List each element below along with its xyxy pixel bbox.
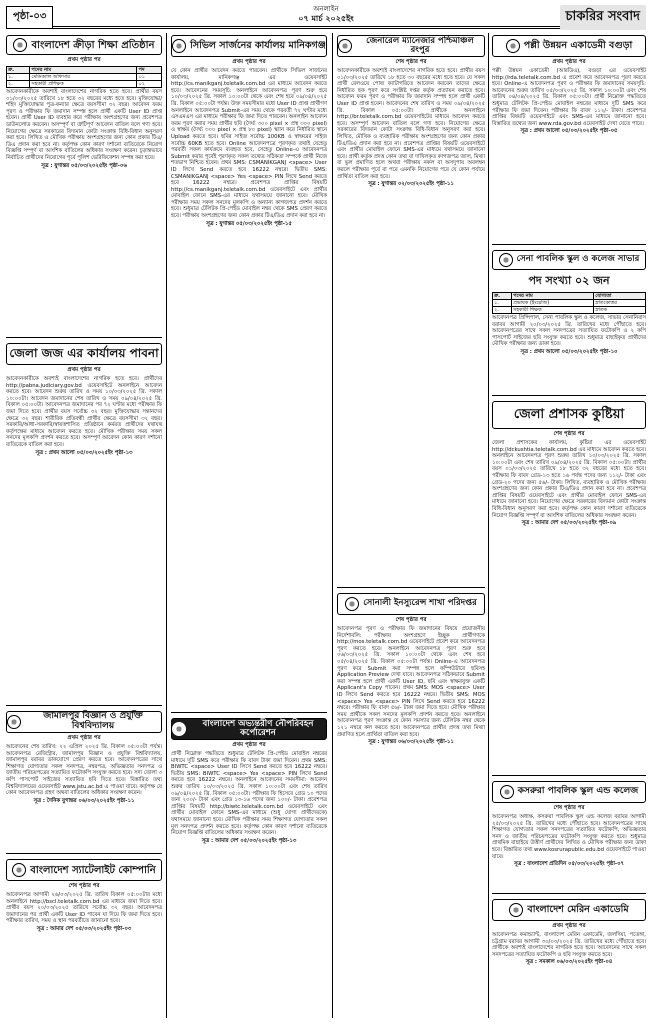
page-number: পৃষ্ঠা-০৩ xyxy=(6,6,53,29)
headline: সোনালী ইনস্যুরেন্স শাখা পরিদপ্তর xyxy=(337,593,485,615)
headline: জেনারেল ম্যানেজার পশ্চিমাঞ্চল রংপুর xyxy=(337,35,485,57)
table-header: যোগ্যতা xyxy=(594,293,646,300)
article-body: আবেদনকারীকে অবশ্যই বাংলাদেশের নাগরিক হতে হবে। প্রার্থীদের http://pabna.judiciary.gov.bd ওয়েবসাইটে অনলাইনে আবেদন করতে হবে। আবেদন শুরুর তারিখ ও সময় ১০/০৩/২০২৫ খ্রি. সকাল ১০:০০টা। আবেদন জমাদানের শেষ তারিখ ও সময় ০৯/০৪/২০২৫ খ্রি. বিকাল ০৫:০০টা। আবেদনপত্র জমাদানের পর ৭২ ঘণ্টার মধ্যে পরীক্ষার ফি জমা দিতে হবে। প্রার্থীর বয়স সর্বোচ্চ ৩২ বছর। মুক্তিযোদ্ধার সন্তানদের ক্ষেত্রে ৩২ বছর। শারীরিক প্রতিবন্ধী প্রার্থীর ক্ষেত্রে বয়সসীমা ৩২ বছর। সরকারি/আধা-সরকারি/স্বায়ত্তশাসিত প্রতিষ্ঠানে কর্মরত প্রার্থীদের যথাযথ কর্তৃপক্ষের মাধ্যমে আবেদন করতে হবে। মৌখিক পরীক্ষার সময় সকল সনদের মূলকপি প্রদর্শন করতে হবে। অসম্পূর্ণ আবেদন কোন কারণ দর্শানো ব্যতিরেকে বাতিল করা হবে। xyxy=(6,376,162,448)
article-body: যে কোন প্রার্থীর আবেদন করতে পারবেন। প্রার্থীকে সিভিল সার্জনের কার্যালয়, মানিকগঞ্জ এর ওয়েবসাইট http://cs.manikganj.teletalk.com.bd এর মাধ্যমে আবেদন করতে হবে। আবেদনের সময়সূচি: অনলাইনে আবেদনপত্র পূরণ শুরু হবে ১০/০৩/২০২৫ খ্রি. সকাল ১০:০০টা থেকে এবং শেষ হবে ০৯/০৪/২০২৫ খ্রি. বিকাল ০৫:০০টা পর্যন্ত। উক্ত সময়সীমার মধ্যে User ID প্রাপ্ত প্রার্থীগণ অনলাইনে আবেদনপত্র Submit-এর সময় থেকে পরবর্তী ৭২ ঘণ্টার মধ্যে এসএমএস এর মাধ্যমে পরীক্ষার ফি জমা দিতে পারবেন। অনলাইন আবেদন ফরম পূরণ করার সময় প্রার্থীর ছবি (দৈর্ঘ্য ৩০০ pixel × প্রস্থ ৩০০ pixel) ও স্বাক্ষর (দৈর্ঘ্য ৩০০ pixel × প্রস্থ ৮০ pixel) স্ক্যান করে নির্ধারিত স্থানে Upload করতে হবে। ছবির সাইজ সর্বোচ্চ 100KB ও স্বাক্ষরের সাইজ সর্বোচ্চ 60KB হতে হবে। Online আবেদনপত্রে পূরণকৃত তথ্যই যেহেতু পরবর্তী সকল কার্যক্রমে ব্যবহৃত হবে, সেহেতু Online-এ আবেদনপত্র Submit করার পূর্বেই পূরণকৃত সকল তথ্যের সঠিকতা সম্পর্কে প্রার্থী নিজে শতভাগ নিশ্চিত হবেন। প্রথম SMS: CSMANIKGANJ <space> User ID লিখে Send করতে হবে 16222 নম্বরে। দ্বিতীয় SMS: CSMANIKGANJ <space> Yes <space> PIN লিখে Send করতে হবে 16222 নম্বরে। প্রবেশপত্র প্রাপ্তির বিষয়টি http://cs.manikganj.teletalk.com.bd ওয়েবসাইটে এবং প্রার্থীর মোবাইল ফোনে SMS-এর মাধ্যমে যথাসময়ে জানানো হবে। মৌখিক পরীক্ষার সময় সকল সনদের মূলকপি ও অন্যান্য কাগজপত্র প্রদর্শন করতে হবে। শুধুমাত্র টেলিটক প্রি-পেইড মোবাইল নম্বর থেকে SMS প্রেরণ করতে হবে। পরীক্ষায় অংশগ্রহণের জন্য কোন প্রকার টিএ/ডিএ প্রদান করা হবে না। xyxy=(171,68,327,220)
institution-logo-icon xyxy=(13,38,27,52)
school-logo-icon xyxy=(500,785,514,799)
article-railway-rangpur xyxy=(337,33,485,588)
column-3 xyxy=(337,33,485,1018)
kicker: শেষ পৃষ্ঠার পর xyxy=(553,431,585,437)
article-body: আবেদনকারীকে অবশ্যই বাংলাদেশের নাগরিক হতে হবে। প্রার্থীর বয়স ০১/০৩/২০২৫ তারিখে ১৮ হতে ৩০ বছরের মধ্যে হতে হবে। যে সকল প্রার্থী রেলওয়ে পোষ্য ক্যাটাগরিতে আবেদন করবেন তাদের ক্ষেত্রে নির্ধারিত ছক পূরণ করে সংশ্লিষ্ট দপ্তর কর্তৃক প্রত্যায়ন করাতে হবে। আবেদন ফরম পূরণ ও পরীক্ষার ফি জমাদান সম্পন্ন হলে প্রার্থী একটি User ID প্রাপ্ত হবেন। আবেদনের শেষ তারিখ ও সময় ০৯/০৪/২০২৫ খ্রি. বিকাল ০৫:০০টা। প্রার্থীকে অনলাইনে http://br.teletalk.com.bd ওয়েবসাইটের মাধ্যমে আবেদন করতে হবে। অসম্পূর্ণ আবেদন বাতিল বলে গণ্য হবে। নিয়োগের ক্ষেত্রে সরকারের বিদ্যমান কোটা সংক্রান্ত বিধি-বিধান অনুসরণ করা হবে। লিখিত, মৌখিক ও ব্যবহারিক পরীক্ষায় অংশগ্রহণের জন্য কোন প্রকার টিএ/ডিএ প্রদান করা হবে না। প্রবেশপত্র প্রাপ্তির বিষয়টি ওয়েবসাইটে এবং প্রার্থীর মোবাইল ফোনে SMS-এর মাধ্যমে যথাসময়ে জানানো হবে। প্রার্থী কর্তৃক প্রদত্ত কোন তথ্য বা দাখিলকৃত কাগজপত্র জাল, মিথ্যা বা ভুল প্রমাণিত হলে অথবা পরীক্ষায় নকল বা অসদুপায় অবলম্বন করলে পরীক্ষার পূর্বে বা পরে এমনকি নিয়োগের পরে যে কোন পর্যায়ে প্রার্থিতা বাতিল করা হবে। xyxy=(337,68,485,180)
headline: বাংলাদেশ ক্রীড়া শিক্ষা প্রতিষ্ঠান xyxy=(6,35,162,55)
source-line: সূত্র : যুগান্তর ০৬/০৩/২০২৫ইং পৃষ্ঠা-১১ xyxy=(368,739,454,746)
article-jela-jaj-pabna xyxy=(6,341,162,706)
article-dc-kushtia xyxy=(492,399,646,776)
column-4 xyxy=(492,33,646,1018)
article-kosrura-school xyxy=(492,779,646,894)
source-line: সূত্র : বাংলাদেশ প্রতিদিন ০৫/০৩/২০২৫ইং পৃষ্ঠা-০৭ xyxy=(513,861,625,868)
column-divider xyxy=(488,33,489,1018)
article-biwtc xyxy=(171,716,327,1018)
ship-logo-icon xyxy=(172,722,186,736)
article-satellite-company xyxy=(6,857,162,1018)
headline: জেলা প্রশাসক কুষ্টিয়া xyxy=(492,401,646,429)
headline: বাংলাদেশ অভ্যন্তরীণ নৌপরিবহন কর্পোরেশন xyxy=(171,718,327,740)
article-rda-bogura xyxy=(492,33,646,245)
kicker: শেষ পৃষ্ঠার পর xyxy=(395,617,427,623)
source-line: সূত্র : সমকাল ০৬/০৩/২০২৫ইং পৃষ্ঠা-০৪ xyxy=(525,959,613,966)
source-line: সূত্র : আমার দেশ ০৫/০৩/২০২৫ইং পৃষ্ঠা-০৯ xyxy=(521,520,617,527)
headline: সিভিল সার্জনের কার্যালয় মানিকগঞ্জ xyxy=(171,35,327,57)
anchor-logo-icon xyxy=(509,903,523,917)
headline: বাংলাদেশ মেরিন একাডেমি xyxy=(492,899,646,921)
source-line: সূত্র : প্রথম আলো ০৫/০৩/২০২৫ইং পৃষ্ঠা-০৫ xyxy=(520,128,618,135)
kicker: প্রথম পৃষ্ঠার পর xyxy=(67,735,101,741)
kicker: শেষ পৃষ্ঠার পর xyxy=(68,883,100,889)
kicker: শেষ পৃষ্ঠার পর xyxy=(553,805,585,811)
source-line: সূত্র : যুগান্তর ০২/০৩/২০২৫ইং পৃষ্ঠা-১১ xyxy=(368,181,454,188)
table-row: ১. মেডিক্যাল অফিসার ০১ xyxy=(7,74,162,81)
article-body: প্রার্থী নিম্নোক্ত পদ্ধতিতে শুধুমাত্র টেলিটক প্রি-পেইড মোবাইল নম্বরের মাধ্যমে দুটি SMS করে পরীক্ষার ফি বাবদ টাকা জমা দিবেন। প্রথম SMS: BIWTC <space> User ID লিখে Send করতে হবে 16222 নম্বরে। দ্বিতীয় SMS: BIWTC <space> Yes <space> PIN লিখে Send করতে হবে 16222 নম্বরে। অনলাইনে আবেদনের সময়সীমা: আবেদন শুরুর তারিখ ১০/০৩/২০২৫ খ্রি. সকাল ১০:০০টা এবং শেষ তারিখ ০৯/০৪/২০২৫ খ্রি. বিকাল ০৫:০০টা। পরীক্ষার ফি হিসেবে গ্রেড ১০ পদের জন্য ২০০/- টাকা এবং গ্রেড ১৩-১৬ পদের জন্য ১০০/- টাকা। প্রবেশপত্র প্রাপ্তির বিষয়টি http://biwtc.teletalk.com.bd ওয়েবসাইটে এবং প্রার্থীর মোবাইল ফোনে SMS-এর মাধ্যমে (শুধু যোগ্য প্রার্থীদেরকে) যথাসময়ে জানানো হবে। মৌখিক পরীক্ষার সময় শিক্ষাগত যোগ্যতার সকল মূল সনদপত্র প্রদর্শন করতে হবে। কর্তৃপক্ষ কোন কারণ দর্শানো ব্যতিরেকে নিয়োগ বিজ্ঞপ্তি বাতিলের অধিকার সংরক্ষণ করেন। xyxy=(171,751,327,837)
article-body: আবেদনকারীকে অবশ্যই বাংলাদেশের নাগরিক হতে হবে। প্রার্থীর বয়স ০১/০৩/২০২৫ তারিখে ১৮ হতে ৩২ বছরের মধ্যে হতে হবে। মুক্তিযোদ্ধা/শহিদ মুক্তিযোদ্ধার পুত্র-কন্যার ক্ষেত্রে বয়সসীমা ৩২ বছর। আবেদন ফরম পূরণ ও পরীক্ষার ফি জমাদান সম্পন্ন হলে প্রার্থী একটি User ID প্রাপ্ত হবেন। প্রার্থী User ID ব্যবহার করে পরীক্ষায় অংশগ্রহণের জন্য প্রবেশপত্র ডাউনলোড করবেন। অসম্পূর্ণ বা ত্রুটিপূর্ণ আবেদন বাতিল বলে গণ্য হবে। নিয়োগের ক্ষেত্রে সরকারের বিদ্যমান কোটা সংক্রান্ত বিধি-বিধান অনুসরণ করা হবে। লিখিত ও মৌখিক পরীক্ষায় অংশগ্রহণের জন্য কোন প্রকার টিএ/ডিএ প্রদান করা হবে না। কর্তৃপক্ষ কোন কারণ দর্শানো ব্যতিরেকে নিয়োগ বিজ্ঞপ্তি সম্পূর্ণ বা আংশিক বাতিলের অধিকার সংরক্ষণ করেন। চূড়ান্তভাবে নির্বাচিত প্রার্থীদের নিয়োগের পূর্বে পুলিশ ভেরিফিকেশন সম্পন্ন করা হবে। xyxy=(6,89,162,161)
column-divider xyxy=(332,33,333,1018)
paper-name: চাকরির সংবাদ xyxy=(560,5,646,30)
table-header: পদের নাম xyxy=(30,67,137,74)
source-line: সূত্র : প্রথম আলো ০৫/০৩/২০২৫ইং পৃষ্ঠা-১৩ xyxy=(35,449,133,456)
table-header: পদ xyxy=(137,67,162,74)
school-logo-icon xyxy=(499,253,513,267)
table-header: পদের নাম xyxy=(512,293,594,300)
article-body: আবেদনপত্র আগামী ২৬/০৩/২০২৫ খ্রি. তারিখ বিকাল ০৫:০০টার মধ্যে অনলাইনে http://bscl.teletalk.com.bd এর মাধ্যমে জমা দিতে হবে। প্রার্থীর বয়স ২০/০৩/২০২৫ তারিখে সর্বোচ্চ ৩২ বছর। আবেদনপত্র জমাদানের পর প্রার্থী একটি User ID পাবেন যা দিয়ে ফি জমা দিতে হবে। পরীক্ষার তারিখ, সময় ও স্থান পরবর্তীতে জানানো হবে। xyxy=(6,892,162,925)
govt-seal-icon xyxy=(172,39,186,53)
source-line: সূত্র : আমার দেশ ০৫/০৩/২০২৫ইং পৃষ্ঠা-১৩ xyxy=(201,837,297,844)
article-body: আবেদনপত্র পূরণ ও পরীক্ষার ফি জমাদানের বিষয়ে প্রয়োজনীয় নির্দেশাবলি: পরীক্ষায় অংশগ্রহণে ইচ্ছুক প্রার্থীগণকে http://mos.teletalk.com.bd ওয়েবসাইটে প্রবেশ করে আবেদনপত্র পূরণ করতে হবে। অনলাইনে আবেদনপত্র পূরণ শুরু হবে ০৬/০৩/২০২৫ খ্রি. সকাল ১০:০০টা থেকে এবং শেষ হবে ০৫/০৪/২০২৫ খ্রি. বিকাল ০৫:০০টা পর্যন্ত। Online-এ আবেদনপত্র পূরণ করে Submit করা সম্পন্ন হলে কম্পিউটারে ছবিসহ Application Preview দেখা যাবে। আবেদনপত্র সঠিকভাবে Submit করা সম্পন্ন হলে প্রার্থী একটি User ID, ছবি এবং স্বাক্ষরযুক্ত একটি Applicant's Copy পাবেন। প্রথম SMS: MOS <space> User ID লিখে Send করতে হবে 16222 নম্বরে। দ্বিতীয় SMS: MOS <space> Yes <space> PIN লিখে Send করতে হবে 16222 নম্বরে। পরীক্ষার ফি বাবদ ৫৬/- টাকা জমা দিতে হবে। মৌখিক পরীক্ষার সময় প্রার্থীকে সকল সনদের মূলকপি প্রদর্শন করতে হবে। অনলাইনে আবেদনপত্র পূরণ সংক্রান্ত যে কোন সমস্যার জন্য টেলিটক নম্বর থেকে ১২১ নম্বরে কল করতে হবে। আবেদনপত্রে প্রার্থীর প্রদত্ত তথ্য মিথ্যা প্রমাণিত হলে প্রার্থিতা বাতিল করা হবে। xyxy=(337,626,485,738)
article-sonali-insurance xyxy=(337,591,485,1018)
post-table xyxy=(492,292,646,314)
article-body: আবেদনপত্র অধ্যক্ষ, কসরুরা পাবলিক স্কুল এন্ড কলেজ বরাবর আগামী ২৫/০৩/২০২৫ খ্রি. তারিখের মধ্যে পৌঁছাতে হবে। আবেদনপত্রের সাথে শিক্ষাগত যোগ্যতার সকল সনদপত্রের সত্যায়িত ফটোকপি, অভিজ্ঞতার সনদ ও জাতীয় পরিচয়পত্রের ফটোকপি সংযুক্ত করতে হবে। শুধুমাত্র প্রাথমিক বাছাইয়ে উত্তীর্ণ প্রার্থীদের লিখিত ও মৌখিক পরীক্ষার জন্য ডাকা হবে। বিস্তারিত তথ্য www.kosrurapublic.edu.bd ওয়েবসাইটে পাওয়া যাবে। xyxy=(492,814,646,860)
article-body: আবেদনের শেষ তারিখ: ২২ এপ্রিল ২০২৫ খ্রি. বিকাল ০৫:০০টা পর্যন্ত। আবেদনপত্র রেজিস্ট্রার, জামালপুর বিজ্ঞান ও প্রযুক্তি বিশ্ববিদ্যালয়, জামালপুর বরাবর ডাকযোগে প্রেরণ করতে হবে। আবেদনপত্রের সাথে শিক্ষাগত যোগ্যতার সকল সনদপত্র, নম্বরপত্র, অভিজ্ঞতার সনদপত্র ও জাতীয় পরিচয়পত্রের সত্যায়িত ফটোকপি সংযুক্ত করতে হবে। সদ্য তোলা ৩ কপি পাসপোর্ট সাইজের সত্যায়িত ছবি দিতে হবে। বিস্তারিত তথ্য বিশ্ববিদ্যালয়ের ওয়েবসাইট www.jstu.ac.bd এ পাওয়া যাবে। কর্তৃপক্ষ যে কোন আবেদনপত্র গ্রহণ অথবা বাতিলের অধিকার সংরক্ষণ করেন। xyxy=(6,744,162,797)
kicker: প্রথম পৃষ্ঠার পর xyxy=(67,367,101,373)
article-body: আবেদনপত্র কমান্ড্যান্ট, বাংলাদেশ মেরিন একাডেমি, জলদিয়া, পতেঙ্গা, চট্টগ্রাম বরাবর আগামী ৩০/০৩/২০২৫ খ্রি. তারিখের মধ্যে পৌঁছাতে হবে। প্রার্থীকে অবশ্যই বাংলাদেশের নাগরিক হতে হবে। আবেদনের সাথে সকল সনদপত্রের সত্যায়িত ফটোকপি ও ছবি সংযুক্ত করতে হবে। xyxy=(492,932,646,958)
table-row: ১. প্রভাষক (ইংরেজি) স্নাতকোত্তর xyxy=(493,300,646,307)
column-divider xyxy=(166,33,167,1018)
article-sena-public-school xyxy=(492,248,646,396)
date-block xyxy=(256,4,396,24)
article-body: পল্লী উন্নয়ন একাডেমী (আরডিএ), বগুড়া এর ওয়েবসাইট http://rda.teletalk.com.bd এ প্রবেশ করে আবেদনপত্র পূরণ করতে হবে। Online-এ আবেদনপত্র পূরণ ও পরীক্ষার ফি জমাদানের সময়সূচি: আবেদনের শুরুর তারিখ ০৫/০৩/২০২৫ খ্রি. সকাল ১০:০০টা এবং শেষ তারিখ ০৪/০৪/২০২৫ খ্রি. বিকাল ০৫:০০টা। প্রার্থী নিম্নোক্ত পদ্ধতিতে শুধুমাত্র টেলিটক প্রি-পেইড মোবাইল নম্বরের মাধ্যমে দুটি SMS করে পরীক্ষার ফি জমা দিবেন। পরীক্ষার ফি বাবদ ১১২/- টাকা। প্রবেশপত্র প্রাপ্তির বিষয়টি ওয়েবসাইটে এবং SMS-এর মাধ্যমে জানানো হবে। বিস্তারিত তথ্যের জন্য www.rda.gov.bd ওয়েবসাইট দেখা যেতে পারে। xyxy=(492,68,646,127)
kicker: প্রথম পৃষ্ঠার পর xyxy=(67,57,101,63)
table-row: ২. সহকারী প্রশিক্ষক ০২ xyxy=(7,81,162,88)
headline: সেনা পাবলিক স্কুল ও কলেজ সাভার xyxy=(492,250,646,270)
column-2 xyxy=(171,33,327,1018)
source-line: সূত্র : প্রথম আলো ০৫/০৩/২০২৫ইং পৃষ্ঠা-১০ xyxy=(520,348,618,355)
source-line: সূত্র : যুগান্তর ০৫/০৩/২০২৫ইং পৃষ্ঠা-০৬ xyxy=(41,162,127,169)
satellite-logo-icon xyxy=(12,863,26,877)
source-line: সূত্র : দৈনিক যুগান্তর ০৬/০৩/২০২৫ইং পৃষ্ঠা-১১ xyxy=(33,797,135,804)
railway-logo-icon xyxy=(338,39,352,53)
date-line-2: ০৭ মার্চ ২০২৫ইং xyxy=(298,14,354,23)
table-header: ক্র. xyxy=(493,293,512,300)
kicker: প্রথম পৃষ্ঠার পর xyxy=(552,59,586,65)
kicker: প্রথম পৃষ্ঠার পর xyxy=(232,59,266,65)
source-line: সূত্র : যুগান্তর ০৫/০৩/২০২৫ইং পৃষ্ঠা-১৫ xyxy=(206,220,292,227)
kicker: প্রথম পৃষ্ঠার পর xyxy=(552,923,586,929)
date-line-1: অনলাইন xyxy=(313,5,339,13)
article-body: আবেদনপত্র প্রিন্সিপাল, সেনা পাবলিক স্কুল ও কলেজ, সাভার সেনানিবাস বরাবর আগামী ২০/০৩/২০২৫ খ্রি. তারিখের মধ্যে পৌঁছাতে হবে। আবেদনপত্রের সাথে সকল সনদপত্রের সত্যায়িত ফটোকপি ও ২ কপি পাসপোর্ট সাইজের ছবি সংযুক্ত করতে হবে। শুধুমাত্র বাছাইকৃত প্রার্থীদের মৌখিক পরীক্ষার জন্য ডাকা হবে। xyxy=(492,315,646,348)
article-marine-academy xyxy=(492,897,646,1018)
article-body: জেলা প্রশাসকের কার্যালয়, কুষ্টিয়া এর ওয়েবসাইট http://dckushtia.teletalk.com.bd এর মাধ্যমে আবেদন করতে হবে। অনলাইনে আবেদনপত্র পূরণ শুরুর তারিখ ১০/০৩/২০২৫ খ্রি. সকাল ১০:০০টা এবং শেষ তারিখ ০৯/০৪/২০২৫ খ্রি. বিকাল ০৫:০০টা। প্রার্থীর বয়স ০১/০৩/২০২৫ তারিখে ১৮ হতে ৩২ বছরের মধ্যে হতে হবে। পরীক্ষার ফি বাবদ গ্রেড-১৩ হতে ১৬ পর্যন্ত পদের জন্য ১১২/- টাকা এবং গ্রেড-২০ পদের জন্য ৫৬/- টাকা। লিখিত, ব্যবহারিক ও মৌখিক পরীক্ষায় অংশগ্রহণের জন্য কোন প্রকার টিএ/ডিএ প্রদান করা হবে না। প্রবেশপত্র প্রাপ্তির বিষয়টি ওয়েবসাইটে এবং প্রার্থীর মোবাইল ফোনে SMS-এর মাধ্যমে জানানো হবে। নিয়োগের ক্ষেত্রে সরকারের বিদ্যমান কোটা সংক্রান্ত বিধি-বিধান অনুসরণ করা হবে। কর্তৃপক্ষ কোন কারণ দর্শানো ব্যতিরেকে নিয়োগ বিজ্ঞপ্তি সম্পূর্ণ বা আংশিক বাতিলের অধিকার সংরক্ষণ করেন। xyxy=(492,440,646,519)
source-line: সূত্র : আমার দেশ ০৫/০৩/২০২৫ইং পৃষ্ঠা-০৩ xyxy=(36,925,132,932)
headline: বাংলাদেশ স্যাটেলাইট কোম্পানি xyxy=(6,859,162,881)
headline: জেলা জজ এর কার্যালয় পাবনা xyxy=(6,343,162,365)
headline: পল্লী উন্নয়ন একাডেমী বগুড়া xyxy=(492,35,646,57)
column-1 xyxy=(6,33,162,1018)
university-logo-icon xyxy=(7,715,21,729)
headline: কসরুরা পাবলিক স্কুল এন্ড কলেজ xyxy=(492,781,646,803)
rda-logo-icon xyxy=(506,39,520,53)
insurance-logo-icon xyxy=(345,597,359,611)
kicker: শেষ পৃষ্ঠার পর xyxy=(395,59,427,65)
post-table xyxy=(6,66,162,88)
article-civil-surgeon-manikganj xyxy=(171,33,327,713)
masthead xyxy=(6,3,646,29)
table-row: ২. সহকারী শিক্ষক স্নাতক xyxy=(493,307,646,314)
article-jamalpur-university xyxy=(6,709,162,854)
kicker: প্রথম পৃষ্ঠার পর xyxy=(232,742,266,748)
article-krira-shikkha xyxy=(6,33,162,338)
table-header: ক্র. xyxy=(7,67,30,74)
post-count: পদ সংখ্যা ০২ জন xyxy=(528,274,610,287)
headline: জামালপুর বিজ্ঞান ও প্রযুক্তি বিশ্ববিদ্যালয় xyxy=(6,711,162,733)
